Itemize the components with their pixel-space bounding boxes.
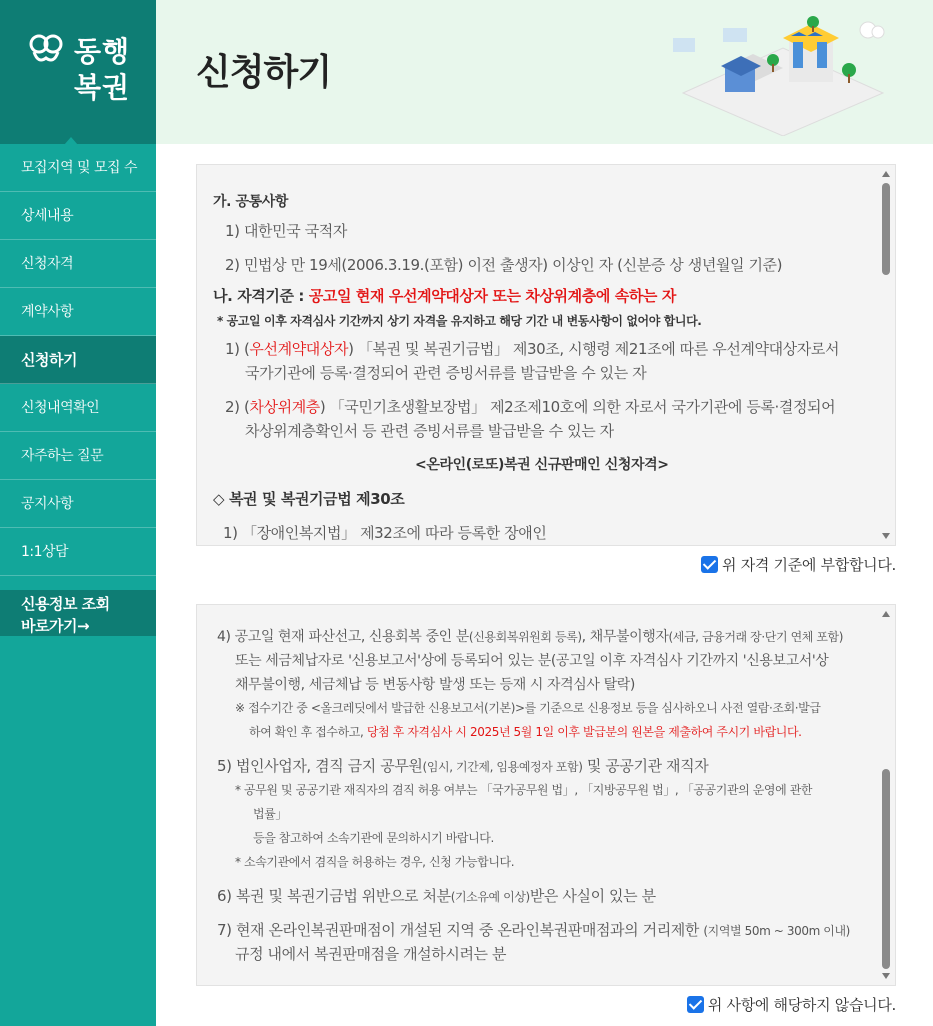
item5-text: 5) 법인사업자, 겸직 금지 공무원(임시, 기간제, 임용예정자 포함) 및 공공기관 재직자 <box>217 757 709 775</box>
a1-text: 1) 대한민국 국적자 <box>225 222 347 240</box>
b2-line2: 차상위계층확인서 등 관련 증빙서류를 발급받을 수 있는 자 <box>245 422 614 440</box>
agree2-label[interactable]: 위 사항에 해당하지 않습니다. <box>707 995 896 1014</box>
agree2-checkbox[interactable] <box>687 996 704 1013</box>
item4-line2: 또는 세금체납자로 '신용보고서'상에 등록되어 있는 분(공고일 이후 자격심사 기간까지 '신용보고서'상 <box>235 653 829 669</box>
sidebar-item-details[interactable]: 상세내용 <box>0 192 156 240</box>
sidebar-item-contract[interactable]: 계약사항 <box>0 288 156 336</box>
item7-text: 7) 현재 온라인복권판매점이 개설된 지역 중 온라인복권판매점과의 거리제한 (지역별 50m ~ 300m 이내) <box>217 921 850 939</box>
center-title: <온라인(로또)복권 신규판매인 신청자격> <box>415 457 669 473</box>
page-title: 신청하기 <box>196 52 332 93</box>
scroll-down-icon[interactable] <box>882 533 890 539</box>
agree1-checkbox[interactable] <box>701 556 718 573</box>
item7-line2: 규정 내에서 복권판매점을 개설하시려는 분 <box>235 945 507 963</box>
previous-line-fragment <box>245 605 249 611</box>
scroll-up-icon[interactable] <box>882 611 890 617</box>
eligibility-terms-box[interactable] <box>196 164 896 546</box>
scroll-thumb[interactable] <box>882 183 890 275</box>
sidebar-item-consult[interactable]: 1:1상담 <box>0 528 156 576</box>
item4-line1: 4) 공고일 현재 파산선고, 신용회복 중인 분(신용회복위원회 등록), 채무불이행자(세금, 금융거래 장·단기 연체 포함) <box>217 629 844 645</box>
panel2-scrollbar[interactable] <box>877 605 895 985</box>
clover-logo-icon <box>26 32 72 66</box>
panel1-scrollbar[interactable] <box>877 165 895 545</box>
item4-line3: 채무불이행, 세금체납 등 변동사항 발생 또는 등재 시 자격심사 탈락) <box>235 677 635 693</box>
item4-note2: 하여 확인 후 접수하고, 당첨 후 자격심사 시 2025년 5월 1일 이후 발급분의 원본을 제출하여 주시기 바랍니다. <box>249 725 802 739</box>
section-b-title: 나. 자격기준 : 공고일 현재 우선계약대상자 또는 차상위계층에 속하는 자 <box>213 287 676 305</box>
scroll-down-icon[interactable] <box>882 973 890 979</box>
sidebar-item-notice[interactable]: 공지사항 <box>0 480 156 528</box>
law1-text: 1) 「장애인복지법」 제32조에 따라 등록한 장애인 <box>223 524 547 542</box>
scroll-thumb[interactable] <box>882 769 890 969</box>
note-text: * 공고일 이후 자격심사 기간까지 상기 자격을 유지하고 해당 기간 내 변동사항이 없어야 합니다. <box>217 314 702 328</box>
agree2-checkbox-row[interactable] <box>687 993 896 1015</box>
scroll-up-icon[interactable] <box>882 171 890 177</box>
active-notch <box>64 137 78 145</box>
logo-text: 동행 복권 <box>74 35 131 104</box>
sidebar-item-recruit-area[interactable]: 모집지역 및 모집 수 <box>0 144 156 192</box>
store-illustration-icon <box>663 8 903 136</box>
item5-note1: * 공무원 및 공공기관 재직자의 겸직 허용 여부는 「국가공무원 법」, 「지방공무원 법」, 「공공기관의 운영에 관한 <box>235 783 813 797</box>
credit-info-link[interactable]: 신용정보 조회 바로가기→ <box>0 590 156 636</box>
agree1-label[interactable]: 위 자격 기준에 부합합니다. <box>722 555 896 574</box>
b2-text: 2) (차상위계층) 「국민기초생활보장법」 제2조제10호에 의한 자로서 국가기관에 등록·결정되어 <box>225 398 836 416</box>
b1-line2: 국가기관에 등록·결정되어 관련 증빙서류를 발급받을 수 있는 자 <box>245 364 647 382</box>
disqualification-terms-box[interactable] <box>196 604 896 986</box>
b1-text: 1) (우선계약대상자) 「복권 및 복권기금법」 제30조, 시행령 제21조에 따른 우선계약대상자로서 <box>225 340 840 358</box>
sidebar-item-application-check[interactable]: 신청내역확인 <box>0 384 156 432</box>
item6-text: 6) 복권 및 복권기금법 위반으로 처분(기소유예 이상)받은 사실이 있는 분 <box>217 887 656 905</box>
a2-text: 2) 민법상 만 19세(2006.3.19.(포함) 이전 출생자) 이상인 자 (신분증 상 생년월일 기준) <box>225 256 783 274</box>
item5-note2: 법률」 <box>253 807 287 821</box>
item5-note3: 등을 참고하여 소속기관에 문의하시기 바랍니다. <box>253 831 494 845</box>
item5-note4: * 소속기관에서 겸직을 허용하는 경우, 신청 가능합니다. <box>235 855 515 869</box>
law-title: ◇ 복권 및 복권기금법 제30조 <box>213 490 405 508</box>
agree1-checkbox-row[interactable] <box>701 553 896 575</box>
page-header <box>156 0 933 144</box>
logo[interactable] <box>0 0 156 144</box>
sidebar <box>0 0 156 1026</box>
section-a-title: 가. 공통사항 <box>213 194 289 210</box>
sidebar-item-apply[interactable]: 신청하기 <box>0 336 156 384</box>
sidebar-item-eligibility[interactable]: 신청자격 <box>0 240 156 288</box>
sidebar-item-faq[interactable]: 자주하는 질문 <box>0 432 156 480</box>
item4-note1: ※ 접수기간 중 <올크레딧에서 발급한 신용보고서(기본)>를 기준으로 신용정보 등을 심사하오니 사전 열람·조회·발급 <box>235 701 821 715</box>
